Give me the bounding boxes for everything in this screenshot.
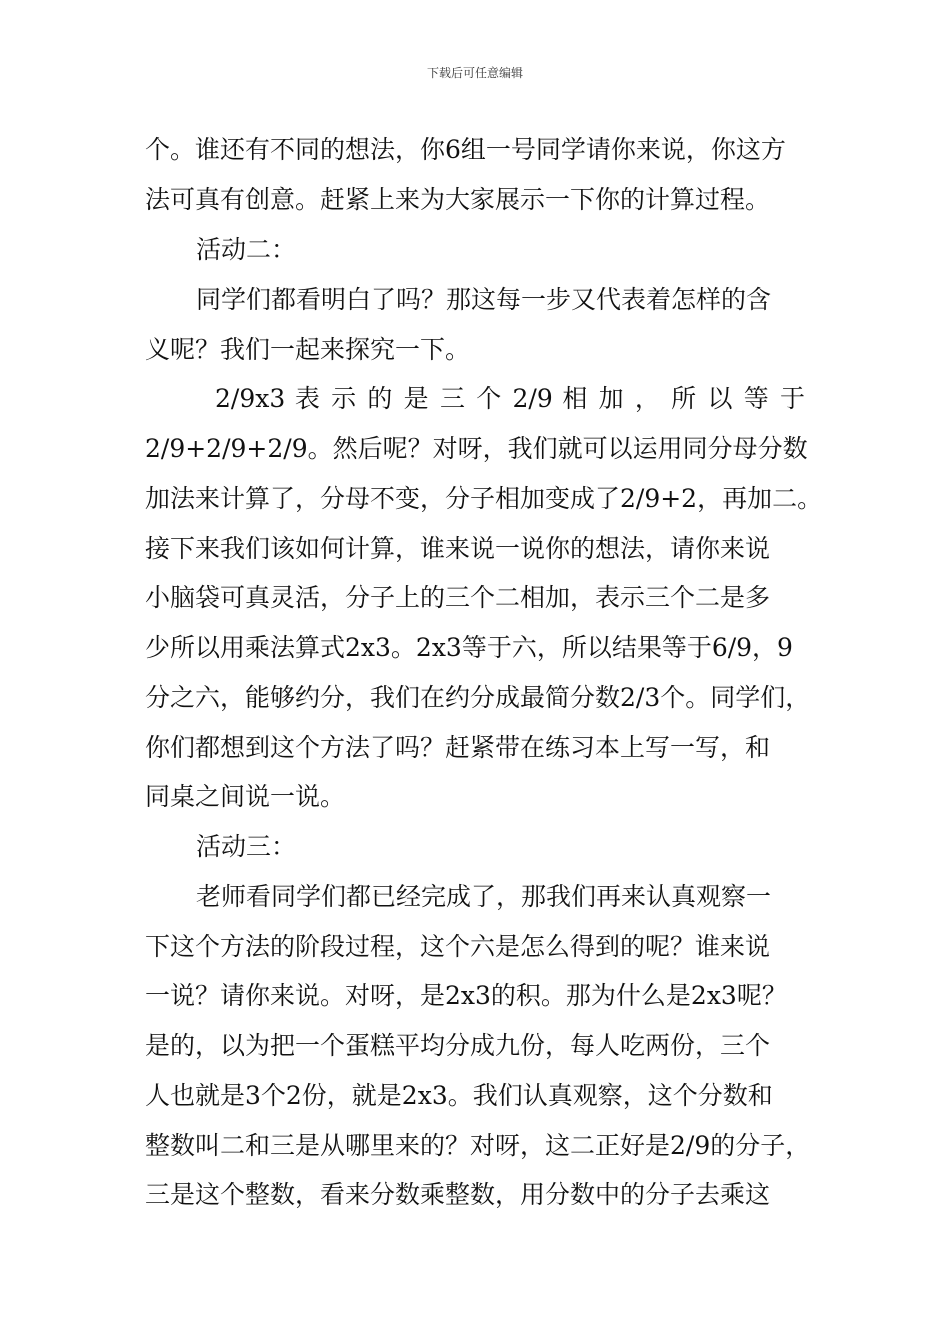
text-line: 分之六，能够约分，我们在约分成最简分数2/3个。同学们， xyxy=(145,683,811,712)
text-line: 2/9x3 表 示 的 是 三 个 2/9 相 加 ， 所 以 等 于 xyxy=(215,384,805,413)
text-line: 人也就是3个2份，就是2x3。我们认真观察，这个分数和 xyxy=(145,1081,773,1110)
text-line: 个。谁还有不同的想法，你6组一号同学请你来说，你这方 xyxy=(145,135,786,164)
text-line: 同学们都看明白了吗？那这每一步又代表着怎样的含 xyxy=(196,285,772,314)
text-line: 加法来计算了，分母不变，分子相加变成了2/9+2，再加二。 xyxy=(145,484,823,513)
section-heading: 活动三： xyxy=(196,832,297,861)
text-line: 法可真有创意。赶紧上来为大家展示一下你的计算过程。 xyxy=(145,185,771,214)
text-line: 下这个方法的阶段过程，这个六是怎么得到的呢？谁来说 xyxy=(145,932,771,961)
text-line: 小脑袋可真灵活，分子上的三个二相加，表示三个二是多 xyxy=(145,583,771,612)
text-line: 老师看同学们都已经完成了，那我们再来认真观察一 xyxy=(196,882,772,911)
text-line: 一说？请你来说。对呀，是2x3的积。那为什么是2x3呢？ xyxy=(145,981,787,1010)
text-line: 少所以用乘法算式2x3。2x3等于六，所以结果等于6/9，9 xyxy=(145,633,793,662)
text-line: 三是这个整数，看来分数乘整数，用分数中的分子去乘这 xyxy=(145,1180,771,1209)
text-line: 是的，以为把一个蛋糕平均分成九份，每人吃两份，三个 xyxy=(145,1031,771,1060)
section-heading: 活动二： xyxy=(196,235,297,264)
text-line: 同桌之间说一说。 xyxy=(145,782,346,811)
text-line: 义呢？我们一起来探究一下。 xyxy=(145,335,471,364)
text-line: 你们都想到这个方法了吗？赶紧带在练习本上写一写，和 xyxy=(145,733,771,762)
text-line: 2/9+2/9+2/9。然后呢？对呀，我们就可以运用同分母分数 xyxy=(145,434,808,463)
page-header: 下载后可任意编辑 xyxy=(426,66,523,80)
text-line: 整数叫二和三是从哪里来的？对呀，这二正好是2/9的分子， xyxy=(145,1131,811,1160)
text-line: 接下来我们该如何计算，谁来说一说你的想法，请你来说 xyxy=(145,534,771,563)
